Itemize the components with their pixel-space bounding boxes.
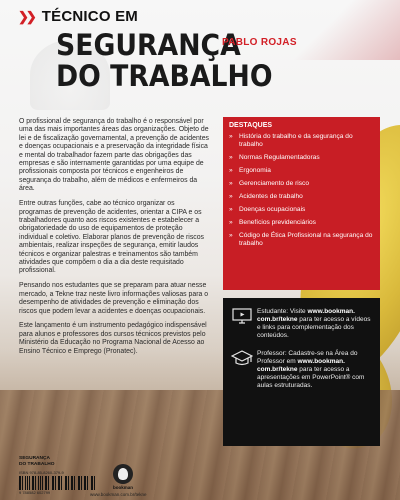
destaques-list [229, 133, 374, 248]
bullet-icon: » [229, 193, 233, 200]
graduation-cap-icon [231, 348, 257, 372]
monitor-icon [231, 306, 257, 330]
publisher-url[interactable]: www.bookman.com.br/tekne [90, 492, 147, 497]
destaques-box [223, 117, 380, 290]
description-text [19, 118, 209, 363]
list-item: » Acidentes de trabalho [229, 193, 303, 200]
bullet-icon: » [229, 167, 233, 174]
student-link[interactable]: www.bookman. [307, 308, 355, 315]
spine-title: SEGURANÇA DO TRABALHO [19, 456, 55, 467]
online-resources-box [223, 298, 380, 446]
barcode-number: 9 788582 602799 [19, 490, 51, 495]
list-item: » História do trabalho e da segurança do trabalho [229, 133, 353, 148]
list-item: » Gerenciamento de risco [229, 180, 310, 187]
list-item: » Código de Ética Profissional na segurança do trabalho [229, 232, 373, 247]
destaques-title: DESTAQUES [229, 122, 273, 129]
bullet-icon: » [229, 232, 233, 239]
list-item: » Normas Regulamentadoras [229, 154, 320, 161]
bullet-icon: » [229, 206, 233, 213]
isbn-text: ISBN 978-85-8260-379-9 [19, 470, 64, 475]
teacher-text: Professor: Cadastre-se na Área do Professor em www.bookman. com.br/tekne para ter acesso a apresentações em PowerPoint® com aulas estruturadas. [257, 350, 365, 389]
bullet-icon: » [229, 154, 233, 161]
title-line-1: SEGURANÇA [56, 28, 241, 62]
author-name: PABLO ROJAS [222, 37, 297, 48]
teacher-link-cont[interactable]: com.br/tekne [257, 366, 298, 373]
list-item: » Benefícios previdenciários [229, 219, 316, 226]
bookman-logo-icon [113, 464, 133, 484]
chevrons-icon: ❯❯ [18, 8, 34, 24]
paragraph: Este lançamento é um instrumento pedagógico indispensável para alunos e professores dos cursos técnicos previstos pelo Ministério da Educação no Programa Nacional de Acesso ao Ensino Técnico e Emprego (Pronatec). [19, 322, 207, 355]
title-line-2: DO TRABALHO [56, 59, 273, 93]
paragraph: O profissional de segurança do trabalho é o responsável por uma das mais importantes áreas das organizações. Objeto de lei e de fiscalização governamental, a prevenção de acidentes e doenças ocupacionais e a preservação da integridade física e mental do trabalhador fazem parte das obrigações das empresas e são internamente garantidas por uma equipe de profissionais composta por técnicos e engenheiros de segurança do trabalho, além de médicos e enfermeiros da área. [19, 118, 209, 193]
bullet-icon: » [229, 133, 233, 140]
barcode-image [19, 476, 97, 490]
red-corner-decoration [280, 0, 400, 60]
barcode-block [19, 470, 97, 495]
bullet-icon: » [229, 180, 233, 187]
teacher-resources [231, 348, 372, 390]
student-link-cont[interactable]: com.br/tekne [257, 316, 298, 323]
series-header [18, 8, 138, 25]
publisher-logo [110, 464, 136, 490]
series-name: TÉCNICO EM [41, 8, 138, 25]
bullet-icon: » [229, 219, 233, 226]
paragraph: Pensando nos estudantes que se preparam para atuar nesse mercado, a Tekne traz neste livro informações valiosas para o desempenho de atividades de prevenção e eliminação dos riscos que podem levar a acidentes e doenças ocupacionais. [19, 282, 209, 315]
list-item: » Doenças ocupacionais [229, 206, 306, 213]
student-resources [231, 306, 372, 340]
student-text: Estudante: Visite www.bookman. com.br/tekne para ter acesso a vídeos e links para complementação dos conteúdos. [257, 308, 371, 339]
teacher-link[interactable]: www.bookman. [297, 358, 345, 365]
publisher-name: bookman [112, 485, 133, 490]
list-item: » Ergonomia [229, 167, 271, 174]
paragraph: Entre outras funções, cabe ao técnico organizar os programas de prevenção de acidentes, orientar a CIPA e os trabalhadores quanto aos riscos existentes e estabelecer a obrigatoriedade do uso de equipamentos de proteção individual e coletivo. Elaborar planos de prevenção de riscos ambientais, realizar inspeções de segurança, emitir laudos técnicos e organizar palestras e treinamentos são também atividades que compõem o dia a dia deste requisitado profissional. [19, 200, 205, 275]
